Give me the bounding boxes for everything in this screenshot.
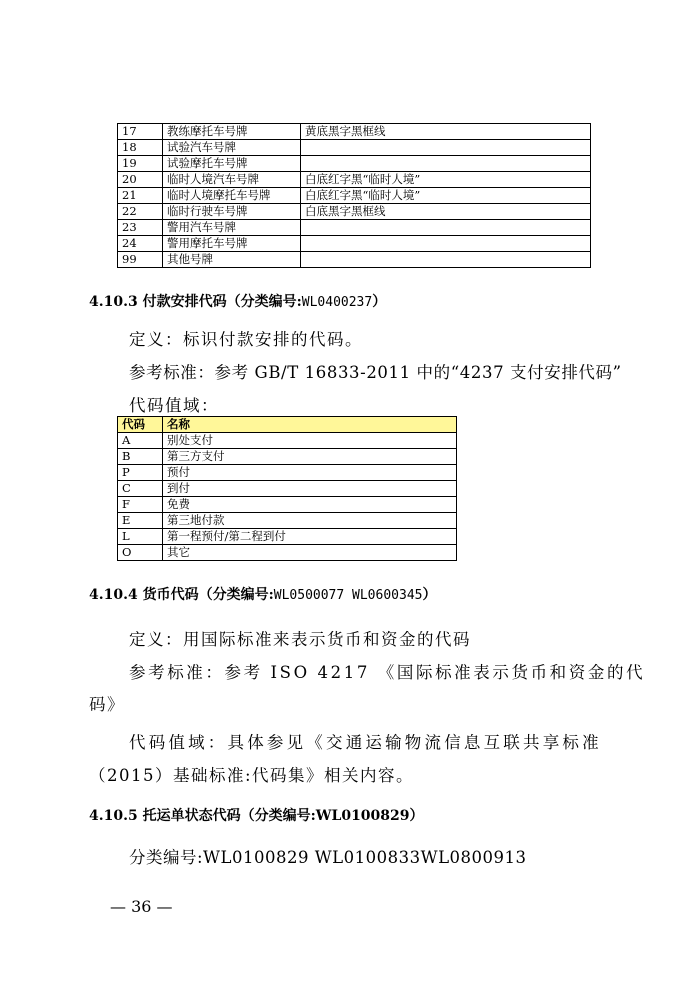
table-cell: 19 bbox=[118, 156, 163, 172]
table-row bbox=[118, 465, 457, 481]
table-cell: 临时人境摩托车号牌 bbox=[163, 188, 301, 204]
section-title: 托运单状态代码（分类编号:WL0100829） bbox=[142, 808, 424, 824]
table-row bbox=[118, 497, 457, 513]
section-title-colon: : bbox=[268, 587, 274, 603]
table-cell: 免费 bbox=[163, 497, 457, 513]
table-cell: 教练摩托车号牌 bbox=[163, 124, 301, 140]
reference-text-line2: 码》 bbox=[89, 695, 125, 714]
table-cell: 20 bbox=[118, 172, 163, 188]
table-cell bbox=[301, 140, 591, 156]
table-cell: 试验摩托车号牌 bbox=[163, 156, 301, 172]
table-row bbox=[118, 433, 457, 449]
table-cell bbox=[301, 236, 591, 252]
section-code: WL0400237 bbox=[301, 295, 373, 310]
table-cell: L bbox=[118, 529, 163, 545]
table-cell: 警用汽车号牌 bbox=[163, 220, 301, 236]
section-title: 付款安排代码（分类编号 bbox=[142, 294, 297, 310]
table-cell: 99 bbox=[118, 252, 163, 268]
table-row bbox=[118, 236, 591, 252]
table-cell: 21 bbox=[118, 188, 163, 204]
table-cell: F bbox=[118, 497, 163, 513]
table-cell: 白底红字黑“临时人境” bbox=[301, 188, 591, 204]
table-cell: B bbox=[118, 449, 163, 465]
section-4-10-3-heading bbox=[89, 291, 386, 311]
table-cell bbox=[301, 220, 591, 236]
table-cell: 其它 bbox=[163, 545, 457, 561]
section-4-10-5-heading bbox=[89, 805, 424, 825]
section-title-colon: : bbox=[296, 294, 302, 310]
table-row bbox=[118, 204, 591, 220]
value-domain-line2: （2015）基础标准:代码集》相关内容。 bbox=[89, 766, 415, 785]
table-cell: E bbox=[118, 513, 163, 529]
section-title: 货币代码（分类编号 bbox=[142, 587, 269, 603]
table-row bbox=[118, 124, 591, 140]
table-cell: 23 bbox=[118, 220, 163, 236]
table-row bbox=[118, 513, 457, 529]
table-cell: A bbox=[118, 433, 163, 449]
table-cell: O bbox=[118, 545, 163, 561]
plate-type-table bbox=[117, 123, 591, 268]
value-domain-line1: 代码值域：具体参见《交通运输物流信息互联共享标准 bbox=[129, 733, 602, 752]
table-header-cell: 代码 bbox=[118, 417, 163, 433]
definition-text: 定义：标识付款安排的代码。 bbox=[129, 330, 363, 349]
table-cell: 第一程预付/第二程到付 bbox=[163, 529, 457, 545]
table-cell: 18 bbox=[118, 140, 163, 156]
table-header-row bbox=[118, 417, 457, 433]
table-cell: C bbox=[118, 481, 163, 497]
table-cell: 17 bbox=[118, 124, 163, 140]
page-number: — 36 — bbox=[110, 897, 173, 916]
table-cell: 22 bbox=[118, 204, 163, 220]
section-number: 4.10.3 bbox=[89, 294, 138, 310]
table-cell bbox=[301, 156, 591, 172]
definition-text: 定义：用国际标准来表示货币和资金的代码 bbox=[129, 630, 471, 649]
table-cell bbox=[301, 252, 591, 268]
table-row bbox=[118, 529, 457, 545]
reference-text: 参考标准：参考 GB/T 16833-2011 中的“4237 支付安排代码” bbox=[129, 363, 622, 382]
table-cell: 临时人境汽车号牌 bbox=[163, 172, 301, 188]
table-row bbox=[118, 172, 591, 188]
table-cell: 警用摩托车号牌 bbox=[163, 236, 301, 252]
table-row bbox=[118, 156, 591, 172]
table-row bbox=[118, 449, 457, 465]
table-cell: 第三地付款 bbox=[163, 513, 457, 529]
table-cell: 临时行驶车号牌 bbox=[163, 204, 301, 220]
section-code: WL0500077 WL0600345 bbox=[273, 588, 423, 603]
section-title-close: ） bbox=[372, 294, 387, 310]
reference-text-line1: 参考标准：参考 ISO 4217 《国际标准表示货币和资金的代 bbox=[129, 663, 646, 682]
table-row bbox=[118, 140, 591, 156]
table-cell: 预付 bbox=[163, 465, 457, 481]
table-cell: 到付 bbox=[163, 481, 457, 497]
section-4-10-4-heading bbox=[89, 584, 436, 604]
table-header-cell: 名称 bbox=[163, 417, 457, 433]
section-number: 4.10.5 bbox=[89, 808, 138, 824]
value-domain-label: 代码值域： bbox=[129, 396, 219, 415]
classification-text: 分类编号:WL0100829 WL0100833WL0800913 bbox=[129, 848, 527, 867]
table-cell: 试验汽车号牌 bbox=[163, 140, 301, 156]
table-cell: 第三方支付 bbox=[163, 449, 457, 465]
section-title-close: ） bbox=[422, 587, 437, 603]
table-cell: 白底黑字黑框线 bbox=[301, 204, 591, 220]
table-cell: P bbox=[118, 465, 163, 481]
table-cell: 别处支付 bbox=[163, 433, 457, 449]
table-cell: 白底红字黑“临时人境” bbox=[301, 172, 591, 188]
section-number: 4.10.4 bbox=[89, 587, 138, 603]
table-row bbox=[118, 545, 457, 561]
table-row bbox=[118, 481, 457, 497]
table-row bbox=[118, 252, 591, 268]
table-row bbox=[118, 188, 591, 204]
table-cell: 黄底黑字黑框线 bbox=[301, 124, 591, 140]
table-cell: 24 bbox=[118, 236, 163, 252]
table-row bbox=[118, 220, 591, 236]
payment-code-table bbox=[117, 416, 457, 561]
table-cell: 其他号牌 bbox=[163, 252, 301, 268]
